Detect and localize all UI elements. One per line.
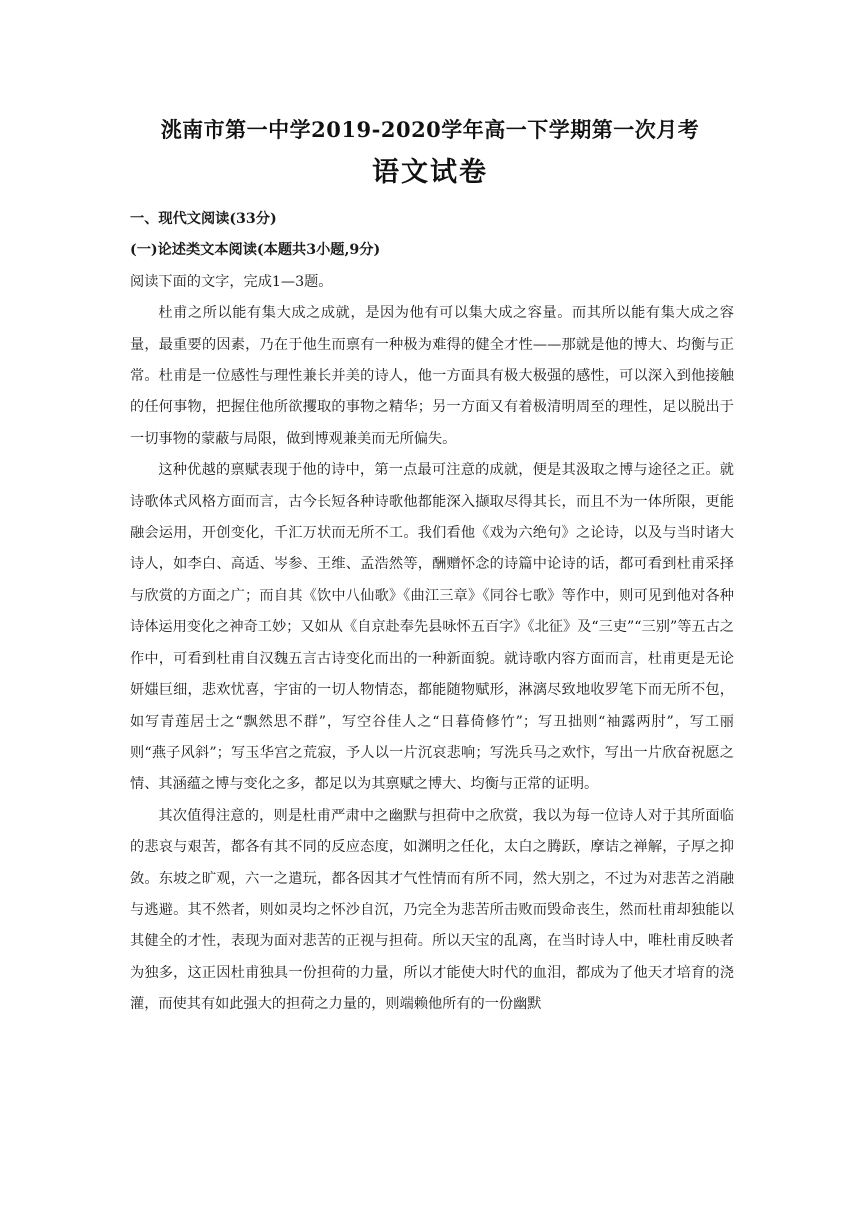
reading-instruction: 阅读下面的文字，完成1—3题。	[130, 273, 333, 290]
document-title-line1: 洮南市第一中学2019-2020学年高一下学期第一次月考	[160, 117, 700, 142]
document-title-line2: 语文试卷	[372, 157, 488, 188]
document-body	[130, 204, 734, 1021]
section-heading: 一、现代文阅读(33分)	[130, 211, 277, 227]
paragraph-2: 这种优越的禀赋表现于他的诗中，第一点最可注意的成就，便是其汲取之博与途径之正。就诗歌体式风格方面而言，古今长短各种诗歌他都能深入撷取尽得其长，而且不为一体所限，更能融会运用，开创变化，千汇万状而无所不工。我们看他《戏为六绝句》之论诗，以及与当时诸大诗人，如李白、高适、岑参、王维、孟浩然等，酬赠怀念的诗篇中论诗的话，都可看到杜甫采择与欣赏的方面之广；而自其《饮中八仙歌》《曲江三章》《同谷七歌》等作中，则可见到他对各种诗体运用变化之神奇工妙；又如从《自京赴奉先县咏怀五百字》《北征》及“三吏”“三别”等五古之作中，可看到杜甫自汉魏五言古诗变化而出的一种新面貌。就诗歌内容方面而言，杜甫更是无论妍媸巨细，悲欢忧喜，宇宙的一切人物情态，都能随物赋形，淋漓尽致地收罗笔下而无所不包，如写青莲居士之“飘然思不群”，写空谷佳人之“日暮倚修竹”；写丑拙则“袖露两肘”，写工丽则“燕子风斜”；写玉华宫之荒寂，予人以一片沉哀悲响；写洗兵马之欢忭，写出一片欣奋祝愿之情、其涵蕴之博与变化之多，都足以为其禀赋之博大、均衡与正常的证明。	[130, 462, 734, 793]
subsection-heading: (一)论述类文本阅读(本题共3小题,9分)	[130, 242, 381, 259]
paragraph-3: 其次值得注意的，则是杜甫严肃中之幽默与担荷中之欣赏，我以为每一位诗人对于其所面临的悲哀与艰苦，都各有其不同的反应态度，如渊明之任化，太白之腾跃，摩诘之禅解，子厚之抑敛。东坡之旷观，六一之遣玩，都各因其才气性情而有所不同，然大别之，不过为对悲苦之消融与逃避。其不然者，则如灵均之怀沙自沉，乃完全为悲苦所击败而毁命丧生，然而杜甫却独能以其健全的才性，表现为面对悲苦的正视与担荷。所以天宝的乱离，在当时诗人中，唯杜甫反映者为独多，这正因杜甫独具一份担荷的力量，所以才能使大时代的血泪，都成为了他天才培育的浇灌，而使其有如此强大的担荷之力量的，则端赖他所有的一份幽默	[130, 807, 734, 1013]
paragraph-1: 杜甫之所以能有集大成之成就，是因为他有可以集大成之容量。而其所以能有集大成之容量，最重要的因素，乃在于他生而禀有一种极为难得的健全才性——那就是他的博大、均衡与正常。杜甫是一位感性与理性兼长并美的诗人，他一方面具有极大极强的感性，可以深入到他接触的任何事物，把握住他所欲攫取的事物之精华；另一方面又有着极清明周至的理性，足以脱出于一切事物的蒙蔽与局限，做到博观兼美而无所偏失。	[130, 305, 734, 447]
